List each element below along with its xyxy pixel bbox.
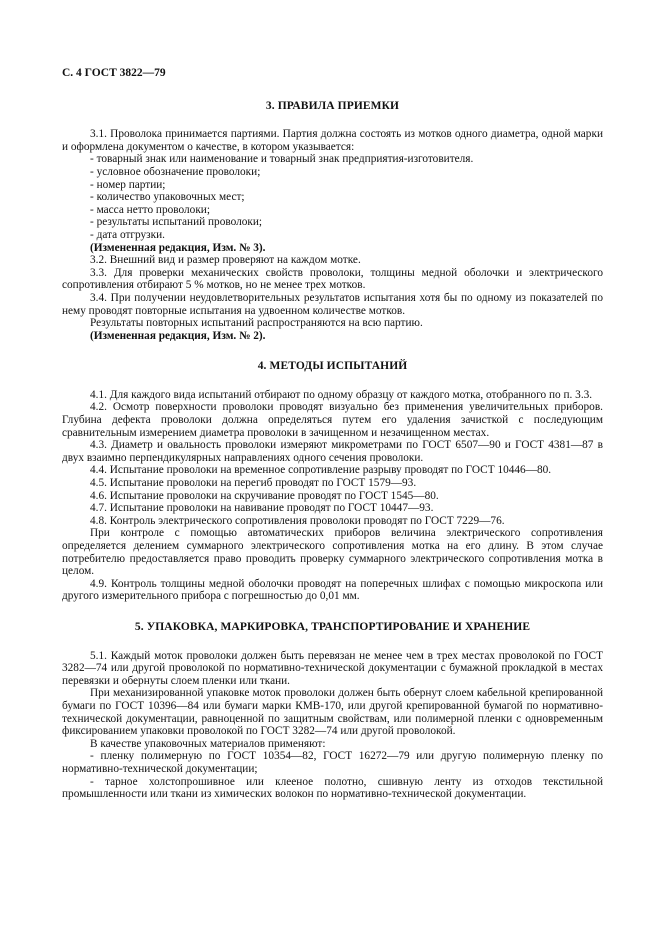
paragraph: 3.2. Внешний вид и размер проверяют на каждом мотке. — [90, 254, 361, 267]
page-header: С. 4 ГОСТ 3822—79 — [62, 67, 166, 79]
paragraph: В качестве упаковочных материалов применяют: — [90, 737, 326, 750]
paragraph: 4.7. Испытание проволоки на навивание проводят по ГОСТ 10447—93. — [90, 502, 434, 515]
section-heading: 3. ПРАВИЛА ПРИЕМКИ — [265, 99, 400, 112]
paragraph: 3.1. Проволока принимается партиями. Партия должна состоять из мотков одного диаметра, одной марки и оформлена документом о качестве, в котором указывается: — [62, 128, 603, 153]
list-item: - результаты испытаний проволоки; — [90, 216, 263, 229]
paragraph: Результаты повторных испытаний распространяются на всю партию. — [90, 317, 423, 330]
list-item: - условное обозначение проволоки; — [90, 165, 261, 178]
list-item: - номер партии; — [90, 178, 166, 191]
list-item: - количество упаковочных мест; — [90, 191, 245, 204]
paragraph: 4.3. Диаметр и овальность проволоки измеряют микрометрами по ГОСТ 6507—90 и ГОСТ 4381—87 в двух взаимно перпендикулярных направлениях одного сечения проволоки. — [62, 439, 603, 464]
document-body — [62, 100, 603, 801]
section-3 — [62, 100, 603, 343]
paragraph: При контроле с помощью автоматических приборов величина электрического сопротивления определяется делением суммарного электрического сопротивления мотка на его длину. В этом случае потребителю предоставляется право проводить проверку суммарного электрического сопротивления мотка в целом. — [62, 527, 603, 578]
paragraph: 4.8. Контроль электрического сопротивления проволоки проводят по ГОСТ 7229—76. — [90, 514, 505, 527]
list-item: - товарный знак или наименование и товарный знак предприятия-изготовителя. — [90, 153, 474, 166]
paragraph: 5.1. Каждый моток проволоки должен быть перевязан не менее чем в трех местах проволокой по ГОСТ 3282—74 или другой проволокой по нормативно-технической документации с бумажной прокладкой в местах перевязки и обернуты слоем пленки или ткани. — [62, 649, 603, 687]
paragraph: 4.9. Контроль толщины медной оболочки проводят на поперечных шлифах с помощью микроскопа или другого измерительного прибора с погрешностью до 0,01 мм. — [62, 577, 603, 603]
list-item: - пленку полимерную по ГОСТ 10354—82, ГОСТ 16272—79 или другую полимерную пленку по нормативно-технической документации; — [62, 750, 603, 775]
amendment-note: (Измененная редакция, Изм. № 3). — [90, 241, 266, 254]
section-4 — [62, 360, 603, 603]
paragraph: 3.3. Для проверки механических свойств проволоки, толщины медной оболочки и электрического сопротивления отбирают 5 % мотков, но не менее трех мотков. — [62, 266, 603, 292]
paragraph: 4.1. Для каждого вида испытаний отбирают по одному образцу от каждого мотка, отобранного по п. 3.3. — [90, 388, 593, 401]
list-item: - дата отгрузки. — [90, 228, 166, 241]
section-heading: 4. МЕТОДЫ ИСПЫТАНИЙ — [257, 360, 408, 373]
list-item: - тарное холстопрошивное или клееное полотно, сшивную ленту из отходов текстильной промышленности или ткани из химических волокон по нормативно-технической документации. — [62, 775, 603, 801]
section-heading: 5. УПАКОВКА, МАРКИРОВКА, ТРАНСПОРТИРОВАНИЕ И ХРАНЕНИЕ — [134, 620, 531, 633]
paragraph: 4.4. Испытание проволоки на временное сопротивление разрыву проводят по ГОСТ 10446—80. — [90, 464, 552, 477]
paragraph: 4.6. Испытание проволоки на скручивание проводят по ГОСТ 1545—80. — [90, 489, 439, 502]
section-5 — [62, 621, 603, 801]
paragraph: 3.4. При получении неудовлетворительных результатов испытания хотя бы по одному из показателей по нему проводят повторные испытания на удвоенном количестве мотков. — [62, 291, 603, 317]
paragraph: 4.2. Осмотр поверхности проволоки проводят визуально без применения увеличительных приборов. Глубина дефекта проволоки должна определяться путем его удаления зачисткой с последующим сравнительным измерением диаметра проволоки в зачищенном и незачищенном местах. — [62, 401, 603, 439]
paragraph: При механизированной упаковке моток проволоки должен быть обернут слоем кабельной крепированной бумаги по ГОСТ 10396—84 или бумаги марки КМВ-170, или другой крепированной бумагой по нормативно-технической документации, равноценной по защитным свойствам, или полимерной пленки с одновременным фиксированием упаковки проволокой по ГОСТ 3282—74 или другой проволокой. — [62, 687, 603, 738]
amendment-note: (Измененная редакция, Изм. № 2). — [90, 329, 266, 342]
list-item: - масса нетто проволоки; — [90, 203, 210, 216]
paragraph: 4.5. Испытание проволоки на перегиб проводят по ГОСТ 1579—93. — [90, 477, 417, 490]
